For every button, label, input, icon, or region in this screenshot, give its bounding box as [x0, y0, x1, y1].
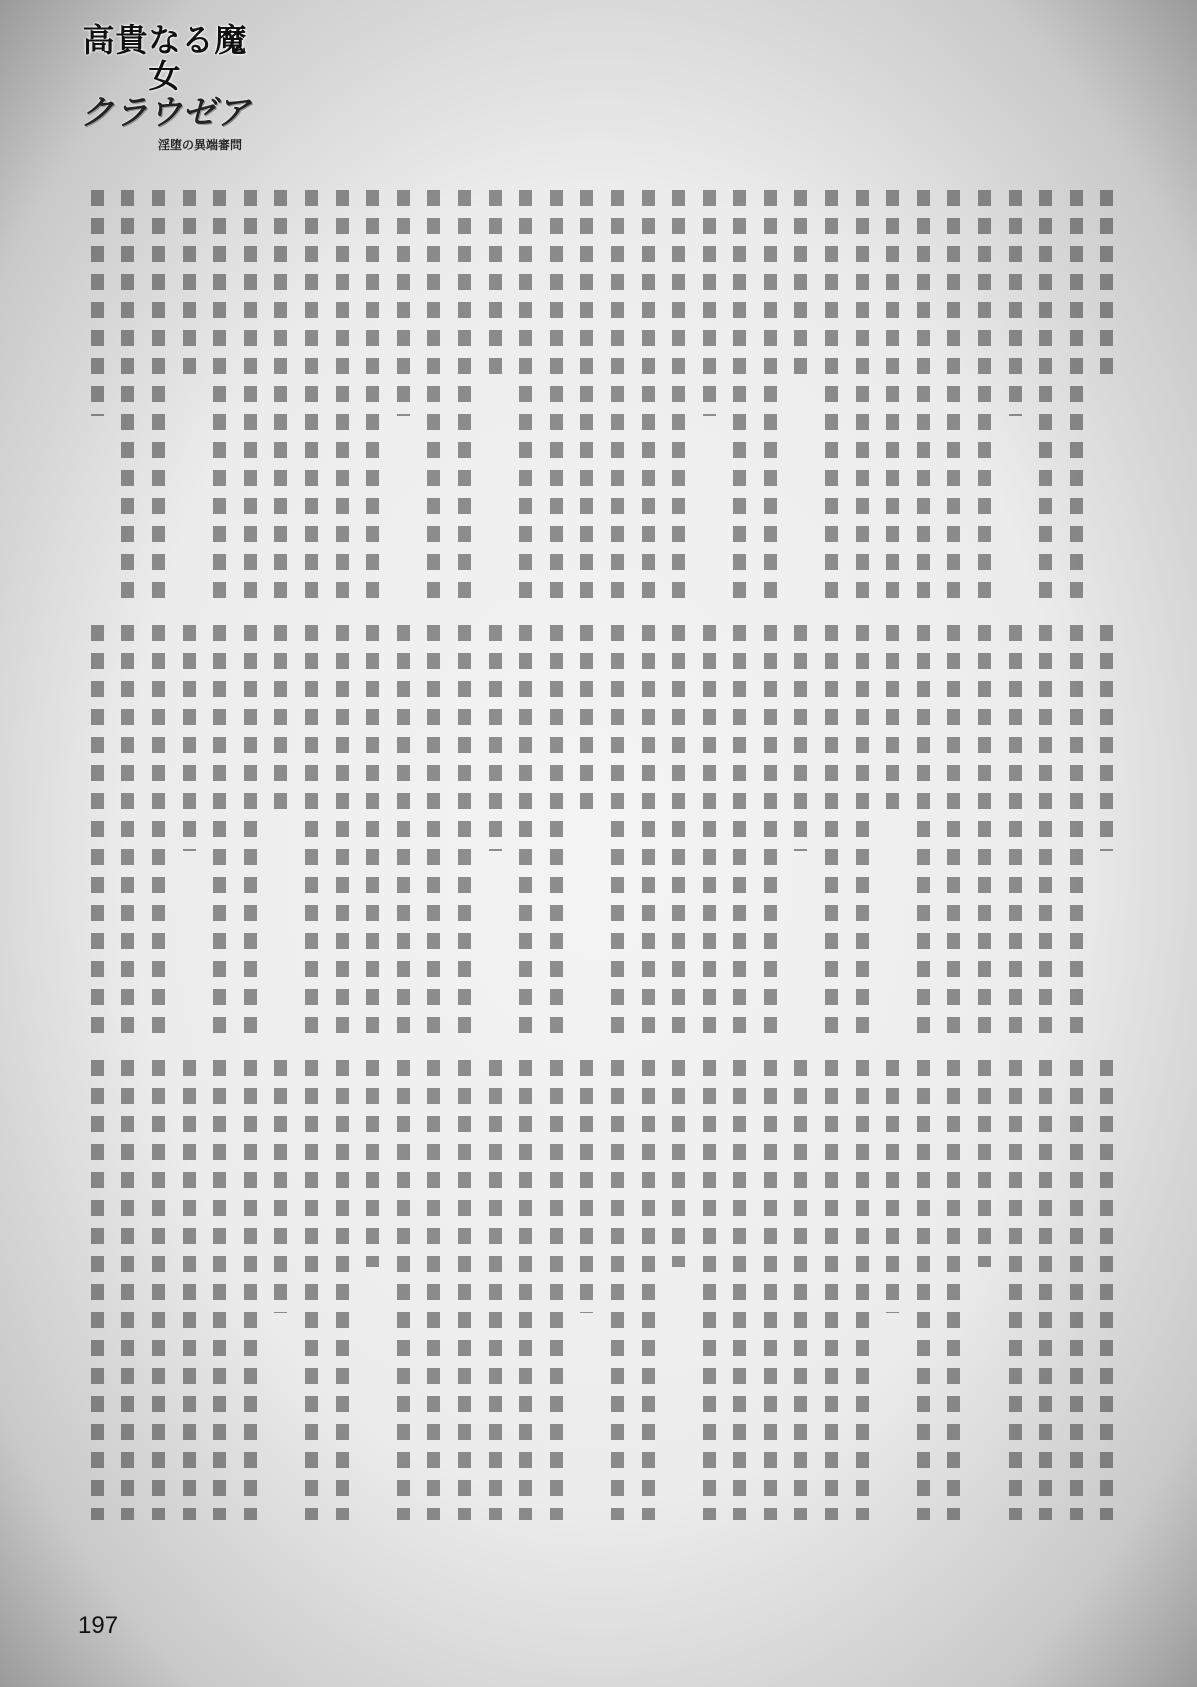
text-column	[389, 1060, 414, 1520]
text-column	[266, 190, 291, 600]
text-column	[756, 1060, 781, 1520]
text-column	[878, 625, 903, 1035]
text-column	[328, 1060, 353, 1520]
text-placeholder	[825, 190, 838, 600]
text-placeholder	[244, 625, 257, 1035]
text-placeholder	[427, 190, 440, 600]
text-column	[419, 1060, 444, 1520]
text-column	[511, 625, 536, 1035]
text-column	[511, 190, 536, 600]
text-placeholder	[794, 625, 807, 851]
text-placeholder	[121, 190, 134, 600]
text-column	[358, 190, 383, 600]
text-column	[1031, 190, 1056, 600]
text-placeholder	[366, 1060, 379, 1267]
text-column	[1062, 625, 1087, 1035]
text-placeholder	[489, 190, 502, 375]
text-column	[175, 625, 200, 1035]
text-column	[1092, 1060, 1117, 1520]
text-placeholder	[764, 625, 777, 1035]
text-column	[419, 190, 444, 600]
text-column	[725, 190, 750, 600]
text-column	[572, 1060, 597, 1520]
text-column	[695, 625, 720, 1035]
text-placeholder	[886, 1060, 899, 1313]
text-placeholder	[672, 625, 685, 1035]
text-column	[664, 625, 689, 1035]
text-placeholder	[274, 1060, 287, 1313]
text-column	[1001, 1060, 1026, 1520]
text-placeholder	[458, 190, 471, 600]
text-placeholder	[489, 1060, 502, 1520]
text-placeholder	[611, 625, 624, 1035]
text-column	[970, 190, 995, 600]
text-column	[1092, 625, 1117, 1035]
text-column	[664, 1060, 689, 1520]
text-column	[450, 1060, 475, 1520]
text-placeholder	[366, 190, 379, 600]
text-column	[83, 1060, 108, 1520]
text-column	[970, 625, 995, 1035]
text-column	[664, 190, 689, 600]
text-placeholder	[183, 1060, 196, 1520]
text-column	[939, 1060, 964, 1520]
text-placeholder	[580, 190, 593, 600]
text-placeholder	[550, 190, 563, 600]
text-placeholder	[794, 1060, 807, 1520]
text-placeholder	[427, 1060, 440, 1520]
text-tier-middle	[80, 625, 1120, 1035]
text-placeholder	[672, 190, 685, 600]
text-column	[205, 1060, 230, 1520]
text-placeholder	[580, 625, 593, 810]
text-column	[175, 1060, 200, 1520]
text-placeholder	[121, 1060, 134, 1520]
text-column	[572, 190, 597, 600]
text-column	[481, 1060, 506, 1520]
text-column	[358, 625, 383, 1035]
text-placeholder	[274, 190, 287, 600]
text-column	[725, 625, 750, 1035]
text-column	[725, 1060, 750, 1520]
text-column	[909, 625, 934, 1035]
text-placeholder	[152, 190, 165, 600]
book-title-logo	[70, 21, 260, 152]
text-placeholder	[305, 1060, 318, 1520]
text-placeholder	[611, 1060, 624, 1520]
text-column	[603, 1060, 628, 1520]
text-column	[848, 625, 873, 1035]
text-column	[297, 190, 322, 600]
text-placeholder	[856, 1060, 869, 1520]
text-placeholder	[947, 1060, 960, 1520]
text-column	[511, 1060, 536, 1520]
text-placeholder	[519, 190, 532, 600]
text-column	[848, 1060, 873, 1520]
text-placeholder	[183, 190, 196, 375]
text-placeholder	[397, 1060, 410, 1520]
text-column	[542, 1060, 567, 1520]
page-number: 197	[78, 1612, 119, 1639]
text-column	[389, 625, 414, 1035]
text-placeholder	[336, 190, 349, 600]
text-placeholder	[458, 1060, 471, 1520]
text-column	[634, 190, 659, 600]
text-column	[450, 190, 475, 600]
text-placeholder	[947, 190, 960, 600]
text-column	[1062, 190, 1087, 600]
text-placeholder	[764, 190, 777, 600]
text-column	[603, 625, 628, 1035]
text-column	[878, 190, 903, 600]
text-column	[786, 625, 811, 1035]
text-placeholder	[489, 625, 502, 851]
text-column	[1031, 625, 1056, 1035]
text-column	[1001, 190, 1026, 600]
text-column	[113, 190, 138, 600]
text-column	[83, 625, 108, 1035]
text-placeholder	[519, 1060, 532, 1520]
text-placeholder	[825, 1060, 838, 1520]
text-placeholder	[458, 625, 471, 1035]
text-placeholder	[1039, 190, 1052, 600]
text-placeholder	[397, 625, 410, 1035]
text-column	[634, 1060, 659, 1520]
text-placeholder	[703, 190, 716, 416]
text-placeholder	[764, 1060, 777, 1520]
text-placeholder	[611, 190, 624, 600]
text-column	[328, 625, 353, 1035]
text-placeholder	[91, 625, 104, 1035]
text-placeholder	[886, 190, 899, 600]
text-column	[144, 190, 169, 600]
text-placeholder	[856, 625, 869, 1035]
text-placeholder	[213, 625, 226, 1035]
text-column	[175, 190, 200, 600]
text-column	[878, 1060, 903, 1520]
text-placeholder	[274, 625, 287, 810]
text-placeholder	[336, 1060, 349, 1520]
text-column	[236, 1060, 261, 1520]
text-placeholder	[1039, 625, 1052, 1035]
text-placeholder	[917, 625, 930, 1035]
text-column	[113, 1060, 138, 1520]
text-column	[144, 625, 169, 1035]
logo-title-line1: 高貴なる魔女	[82, 21, 248, 95]
text-placeholder	[1100, 190, 1113, 375]
text-placeholder	[121, 625, 134, 1035]
text-column	[450, 625, 475, 1035]
text-column	[236, 190, 261, 600]
text-column	[756, 190, 781, 600]
text-placeholder	[1100, 625, 1113, 851]
text-column	[817, 625, 842, 1035]
text-placeholder	[1100, 1060, 1113, 1520]
text-column	[236, 625, 261, 1035]
text-placeholder	[1039, 1060, 1052, 1520]
text-placeholder	[550, 1060, 563, 1520]
text-column	[481, 190, 506, 600]
text-column	[756, 625, 781, 1035]
logo-subtitle: 淫堕の異端審問	[157, 138, 242, 152]
text-placeholder	[183, 625, 196, 851]
text-column	[939, 190, 964, 600]
text-column	[970, 1060, 995, 1520]
text-column	[1031, 1060, 1056, 1520]
text-placeholder	[703, 625, 716, 1035]
text-placeholder	[917, 1060, 930, 1520]
text-tier-top	[80, 190, 1120, 600]
text-column	[266, 1060, 291, 1520]
text-column	[1092, 190, 1117, 600]
text-column	[358, 1060, 383, 1520]
text-placeholder	[1009, 190, 1022, 416]
text-column	[1062, 1060, 1087, 1520]
logo-title-line2: クラウゼア	[80, 93, 250, 133]
text-column	[419, 625, 444, 1035]
text-column	[1001, 625, 1026, 1035]
text-placeholder	[1009, 1060, 1022, 1520]
text-placeholder	[152, 625, 165, 1035]
text-column	[542, 625, 567, 1035]
text-column	[389, 190, 414, 600]
text-column	[695, 190, 720, 600]
text-placeholder	[733, 625, 746, 1035]
text-placeholder	[91, 190, 104, 416]
text-column	[909, 1060, 934, 1520]
text-placeholder	[733, 1060, 746, 1520]
text-placeholder	[978, 1060, 991, 1267]
text-column	[328, 190, 353, 600]
text-placeholder	[947, 625, 960, 1035]
text-placeholder	[672, 1060, 685, 1267]
text-placeholder	[213, 1060, 226, 1520]
text-column	[786, 1060, 811, 1520]
text-column	[939, 625, 964, 1035]
text-placeholder	[366, 625, 379, 1035]
text-column	[848, 190, 873, 600]
text-column	[695, 1060, 720, 1520]
text-placeholder	[91, 1060, 104, 1520]
text-placeholder	[825, 625, 838, 1035]
text-placeholder	[886, 625, 899, 810]
text-placeholder	[642, 1060, 655, 1520]
text-placeholder	[519, 625, 532, 1035]
text-column	[481, 625, 506, 1035]
text-placeholder	[978, 190, 991, 600]
text-placeholder	[1009, 625, 1022, 1035]
text-placeholder	[305, 190, 318, 600]
text-placeholder	[213, 190, 226, 600]
text-column	[817, 1060, 842, 1520]
text-column	[144, 1060, 169, 1520]
text-tier-bottom	[80, 1060, 1120, 1520]
text-placeholder	[580, 1060, 593, 1313]
text-column	[113, 625, 138, 1035]
text-placeholder	[1070, 1060, 1083, 1520]
text-column	[297, 625, 322, 1035]
text-placeholder	[733, 190, 746, 600]
text-placeholder	[642, 625, 655, 1035]
text-placeholder	[978, 625, 991, 1035]
text-placeholder	[397, 190, 410, 416]
text-placeholder	[550, 625, 563, 1035]
text-placeholder	[427, 625, 440, 1035]
text-column	[542, 190, 567, 600]
text-placeholder	[244, 190, 257, 600]
text-column	[205, 625, 230, 1035]
text-placeholder	[794, 190, 807, 375]
text-column	[786, 190, 811, 600]
text-placeholder	[642, 190, 655, 600]
text-placeholder	[1070, 190, 1083, 600]
text-column	[603, 190, 628, 600]
text-column	[909, 190, 934, 600]
text-placeholder	[917, 190, 930, 600]
text-placeholder	[305, 625, 318, 1035]
text-column	[205, 190, 230, 600]
text-column	[572, 625, 597, 1035]
text-placeholder	[336, 625, 349, 1035]
text-column	[83, 190, 108, 600]
text-placeholder	[856, 190, 869, 600]
text-column	[634, 625, 659, 1035]
text-column	[817, 190, 842, 600]
text-placeholder	[703, 1060, 716, 1520]
text-placeholder	[244, 1060, 257, 1520]
text-placeholder	[152, 1060, 165, 1520]
text-placeholder	[1070, 625, 1083, 1035]
text-column	[266, 625, 291, 1035]
text-column	[297, 1060, 322, 1520]
